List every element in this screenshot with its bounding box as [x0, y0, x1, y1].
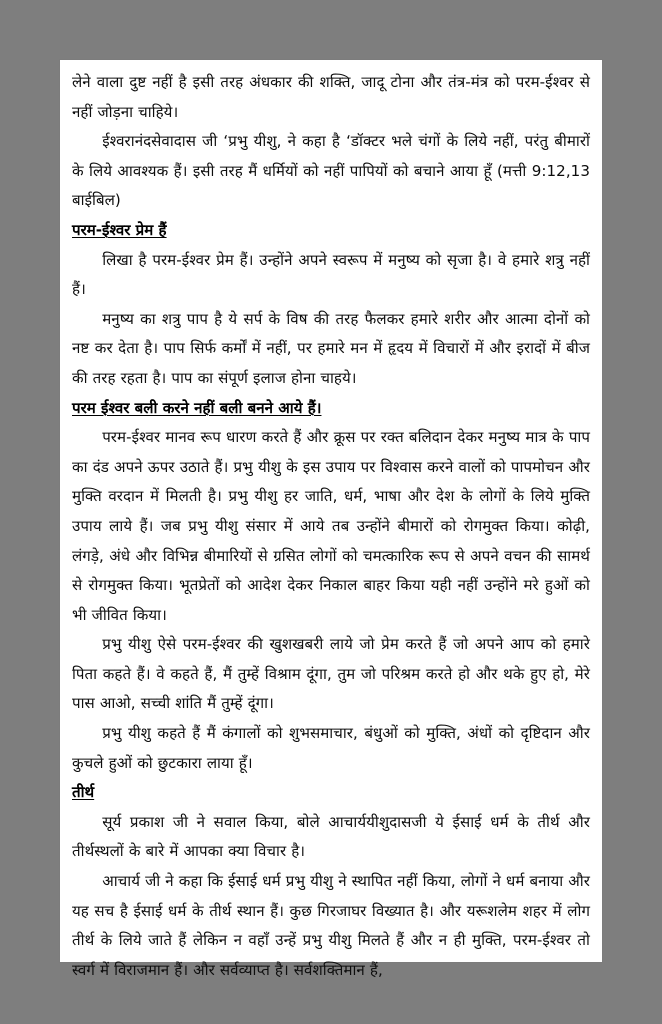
paragraph-2: ईश्वरानंदसेवादास जी ‘प्रभु यीशु, ने कहा है ‘डॉक्टर भले चंगों के लिये नहीं, परंतु बीमारों के लिये आवश्यक हैं। इसी तरह मैं धर्मियों को नहीं पापियों को बचाने आया हूँ (मत्ती 9:12,13 बाईबिल) — [72, 132, 590, 210]
section-heading-bali-karne-nahi — [72, 394, 590, 424]
paragraph-7: प्रभु यीशु कहते हैं मैं कंगालों को शुभसमाचार, बंधुओं को मुक्ति, अंधों को दृष्टिदान और कुचले हुओं को छुटकारा लाया हूँ। — [72, 724, 590, 772]
section-heading-tirth — [72, 778, 590, 808]
paragraph-5: परम-ईश्वर मानव रूप धारण करते हैं और क्रूस पर रक्त बलिदान देकर मनुष्य मात्र के पाप का दंड अपने ऊपर उठाते हैं। प्रभु यीशु के इस उपाय पर विश्वास करने वालों को पापमोचन और मुक्ति वरदान में मिलती है। प्रभु यीशु हर जाति, धर्म, भाषा और देश के लोगों के लिये मुक्ति उपाय लाये हैं। जब प्रभु यीशु संसार में आये तब उन्होंने बीमारों को रोगमुक्त किया। कोढ़ी, लंगड़े, अंधे और विभिन्न बीमारियों से ग्रसित लोगों को चमत्कारिक रूप से अपने वचन की सामर्थ से रोगमुक्त किया। भूतप्रेतों को आदेश देकर निकाल बाहर किया यही नहीं उन्होंने मरे हुओं को भी जीवित किया। — [72, 428, 590, 624]
paragraph-6: प्रभु यीशु ऐसे परम-ईश्वर की खुशखबरी लाये जो प्रेम करते हैं जो अपने आप को हमारे पिता कहते हैं। वे कहते हैं, मैं तुम्हें विश्राम दूंगा, तुम जो परिश्रम करते हो और थके हुए हो, मेरे पास आओ, सच्ची शांति मैं तुम्हें दूंगा। — [72, 635, 590, 713]
paragraph-4: मनुष्य का शत्रु पाप है ये सर्प के विष की तरह फैलकर हमारे शरीर और आत्मा दोनों को नष्ट कर देता है। पाप सिर्फ कर्मों में नहीं, पर हमारे मन में हृदय में विचारों में और इरादों में बीज की तरह रहता है। पाप का संपूर्ण इलाज होना चाहये। — [72, 309, 590, 387]
paragraph-9: आचार्य जी ने कहा कि ईसाई धर्म प्रभु यीशु ने स्थापित नहीं किया, लोगों ने धर्म बनाया और यह सच है ईसाई धर्म के तीर्थ स्थान हैं। कुछ गिरजाघर विख्यात है। और यरूशलेम शहर में लोग तीर्थ के लिये जाते हैं लेकिन न वहाँ उन्हें प्रभु यीशु मिलते हैं और न ही मुक्ति, परम-ईश्वर तो स्वर्ग में विराजमान हैं। और सर्वव्याप्त है। सर्वशक्तिमान हैं, — [72, 872, 590, 979]
paragraph-1: लेने वाला दुष्ट नहीं है इसी तरह अंधकार की शक्ति, जादू टोना और तंत्र-मंत्र को परम-ईश्वर से नहीं जोड़ना चाहिये। — [72, 73, 590, 121]
section-heading-param-ishwar-prem — [72, 216, 590, 246]
paragraph-3: लिखा है परम-ईश्वर प्रेम हैं। उन्होंने अपने स्वरूप में मनुष्य को सृजा है। वे हमारे शत्रु नहीं हैं। — [72, 250, 590, 299]
section-heading-text: तीर्थ — [72, 783, 95, 802]
section-heading-text: परम ईश्वर बली करने नहीं बली बनने आये हैं। — [72, 398, 322, 417]
document-paper-sheet — [60, 60, 602, 979]
paragraph-8: सूर्य प्रकाश जी ने सवाल किया, बोले आचार्ययीशुदासजी ये ईसाई धर्म के तीर्थ और तीर्थस्थलों के बारे में आपका क्या विचार है। — [72, 812, 590, 861]
document-text-column — [72, 68, 590, 985]
section-heading-text: परम-ईश्वर प्रेम हैं — [72, 220, 167, 239]
